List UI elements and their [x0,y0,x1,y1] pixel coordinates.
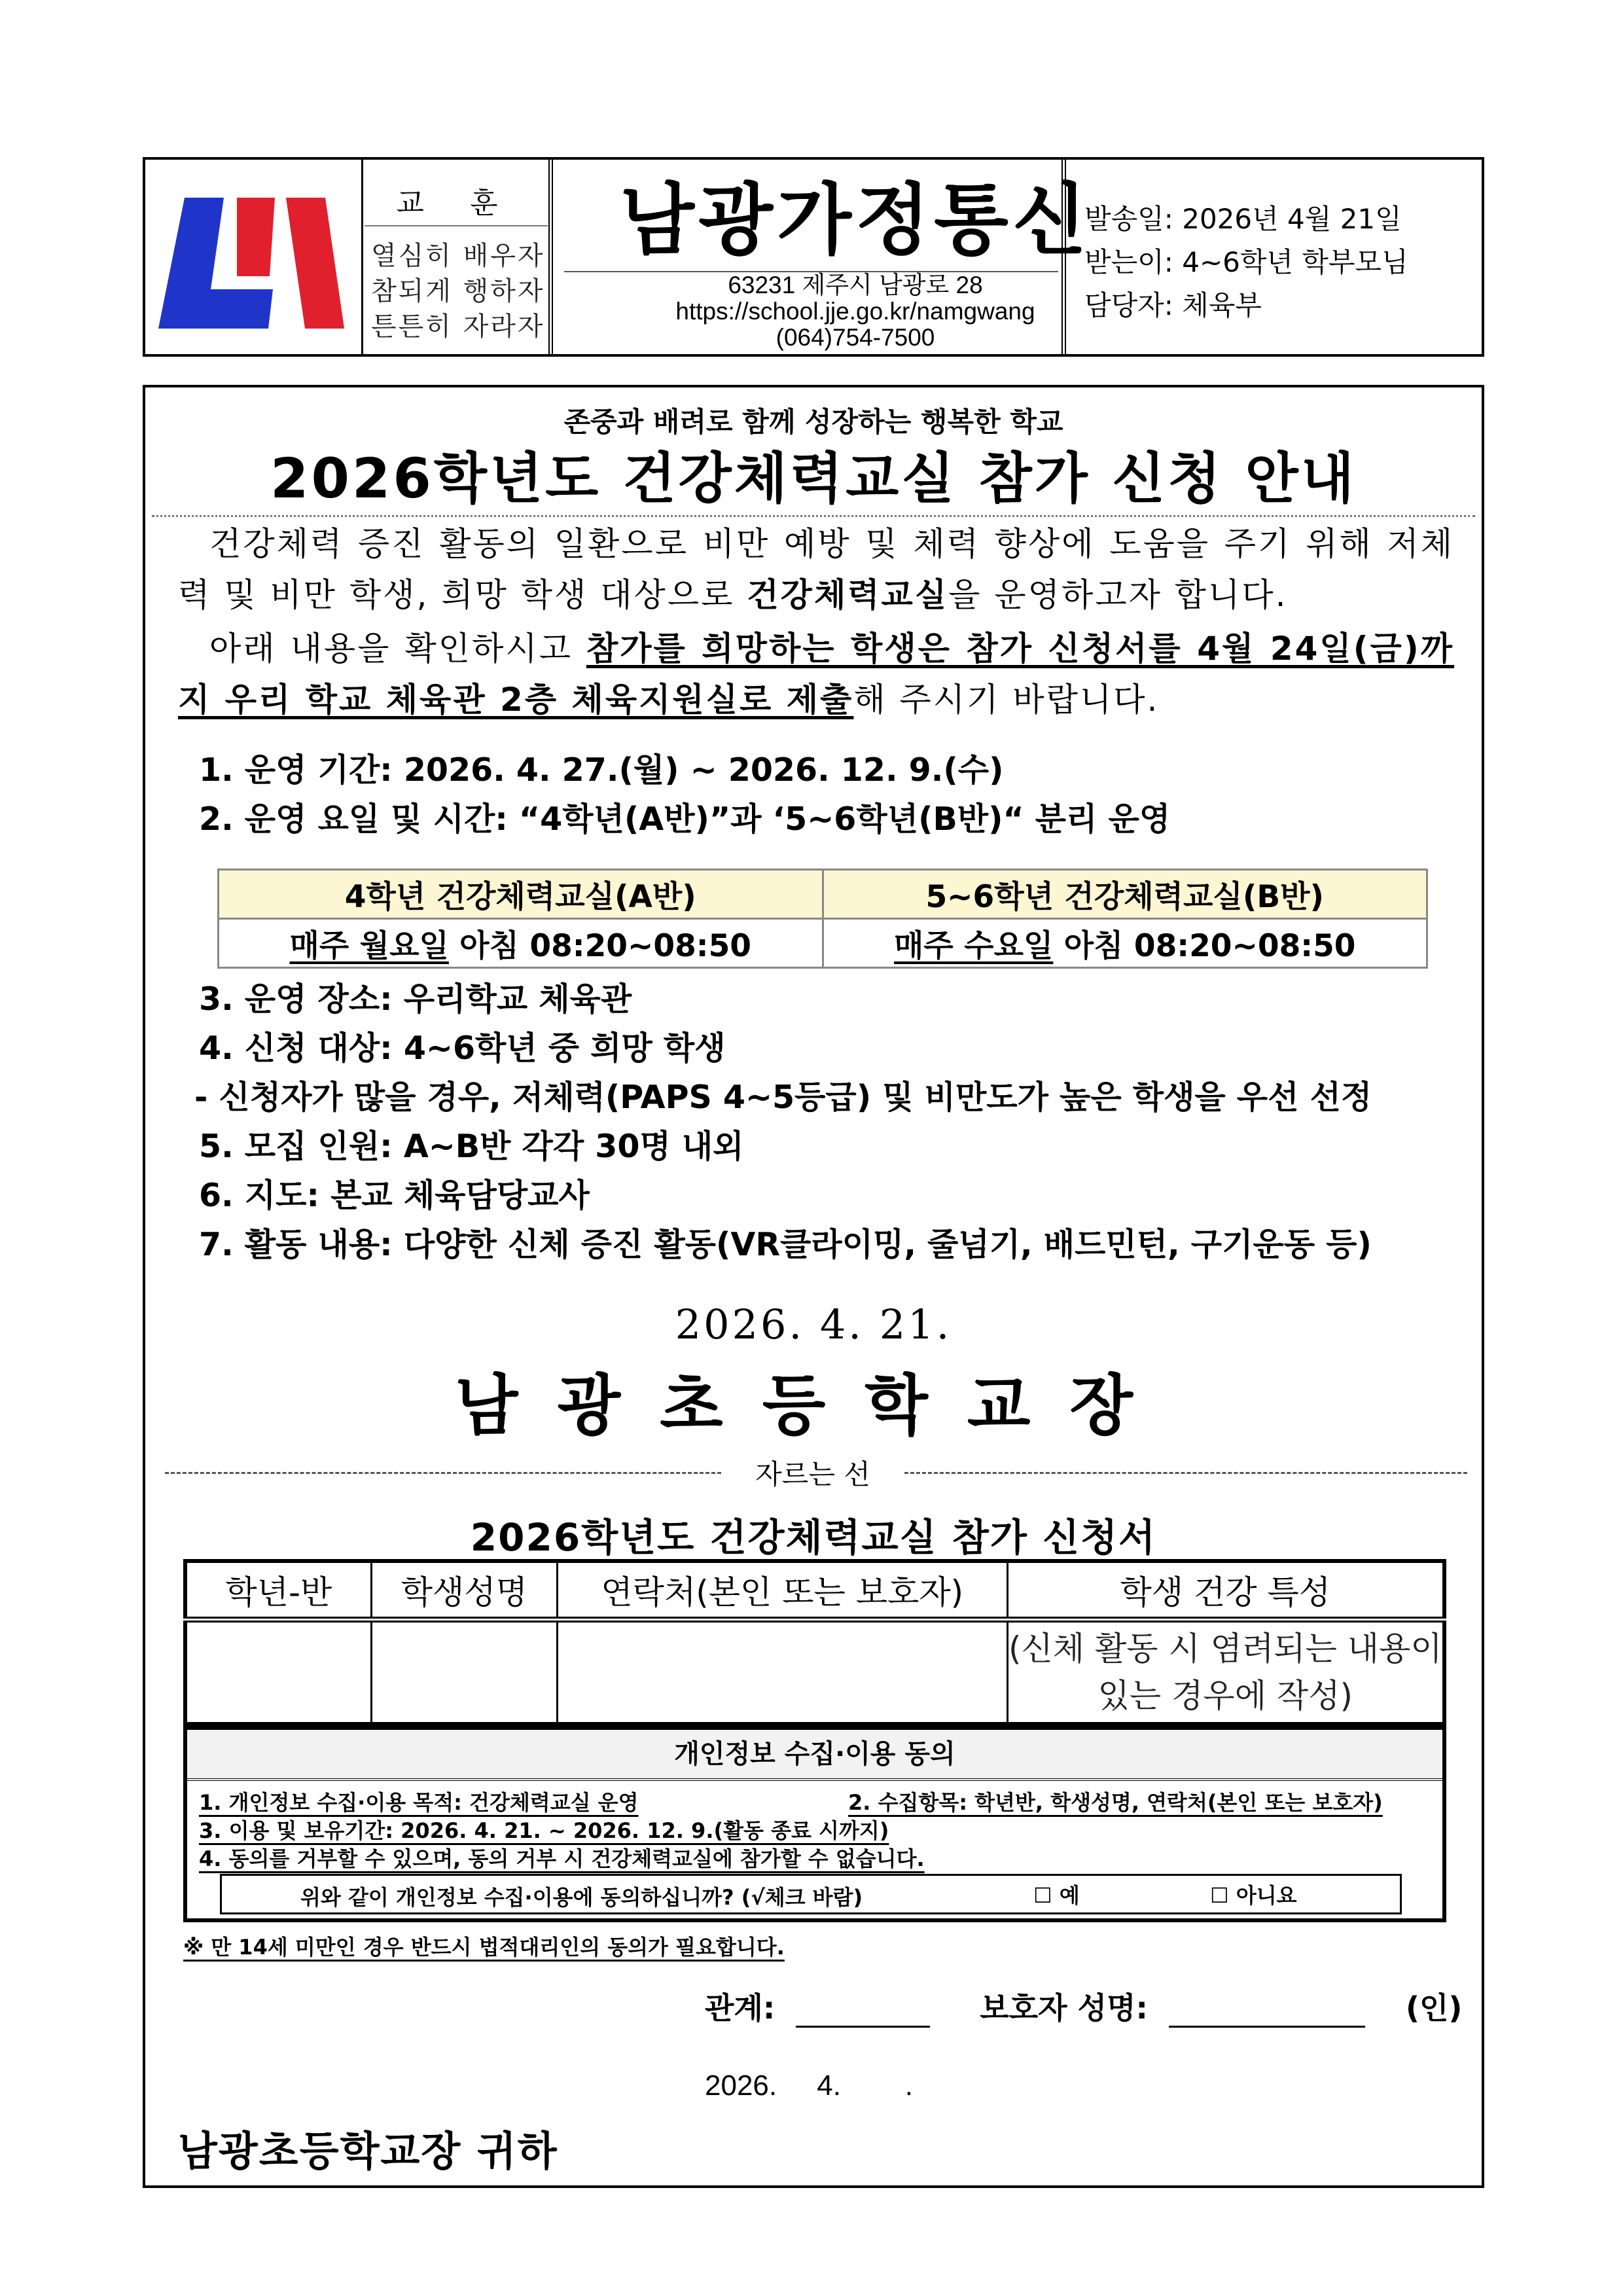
notice-date: 2026. 4. 21. [675,1300,952,1348]
student-name-field[interactable] [371,1620,557,1725]
schedule-header: 5~6학년 건강체력교실(B반) [823,870,1427,919]
info-item: 5. 모집 인원: A~B반 각각 30명 내외 [199,1128,744,1165]
consent-yes-option[interactable]: ☐ 예 [1033,1883,1080,1908]
column-header: 학생성명 [371,1561,557,1620]
motto-line: 튼튼히 자라자 [371,312,545,342]
checkbox-icon[interactable]: ☐ [1210,1883,1229,1908]
issue-date: 발송일: 2026년 4월 21일 [1084,203,1402,235]
privacy-period: 3. 이용 및 보유기간: 2026. 4. 21. ~ 2026. 12. 9.(활동 종료 시까지) [199,1818,889,1843]
privacy-items: 2. 수집항목: 학년반, 학생성명, 연락처(본인 또는 보호자) [848,1790,1383,1815]
homepage-link[interactable]: https://school.jje.go.kr/namgwang [675,298,1035,325]
divider [152,515,1475,517]
cut-line [904,1472,1467,1474]
divider [361,160,363,354]
relation-label: 관계: [705,1990,776,2026]
cut-line [165,1472,721,1474]
seal-mark: (인) [1405,1990,1463,2026]
column-header: 학생 건강 특성 [1007,1561,1444,1620]
application-table [183,1559,1446,1726]
signature-line [705,1984,1462,2028]
column-header: 연락처(본인 또는 보호자) [557,1561,1007,1620]
cut-line-label: 자르는 선 [755,1458,870,1490]
application-header-row [185,1561,1444,1620]
school-logo [158,198,344,329]
info-item: 4. 신청 대상: 4~6학년 중 희망 학생 [199,1030,726,1067]
info-item: 6. 지도: 본교 체육담당교사 [199,1177,590,1214]
info-item: 2. 운영 요일 및 시간: “4학년(A반)”과 ‘5~6학년(B반)“ 분리 운영 [199,800,1171,838]
motto-lines [371,238,554,344]
page-title: 2026학년도 건강체력교실 참가 신청 안내 [270,446,1357,511]
guardian-name-field[interactable] [1169,2000,1365,2028]
school-address [603,272,1107,351]
form-title: 2026학년도 건강체력교실 참가 신청서 [470,1515,1157,1560]
privacy-title: 개인정보 수집·이용 동의 [187,1730,1442,1781]
info-item: 7. 활동 내용: 다양한 신체 증진 활동(VR클라이밍, 줄넘기, 배드민턴, 구기운동 등) [199,1226,1372,1263]
column-header: 학년-반 [185,1561,371,1620]
consent-question: 위와 같이 개인정보 수집·이용에 동의하십니까? (√체크 바람) [300,1885,863,1910]
grade-class-field[interactable] [185,1620,371,1725]
relation-field[interactable] [796,2000,930,2028]
schedule-header-row [219,870,1427,919]
motto-line: 열심히 배우자 [371,241,545,271]
guardian-name-label: 보호자 성명: [980,1990,1148,2026]
intro-paragraph: 건강체력 증진 활동의 일환으로 비만 예방 및 체력 향상에 도움을 주기 위해 저체력 및 비만 학생, 희망 학생 대상으로 건강체력교실을 운영하고자 합니다. [178,525,1454,614]
department: 담당자: 체육부 [1084,289,1262,321]
info-item: 1. 운영 기간: 2026. 4. 27.(월) ~ 2026. 12. 9.(수) [199,751,1004,789]
submission-paragraph: 아래 내용을 확인하시고 참가를 희망하는 학생은 참가 신청서를 4월 24일(금)까지 우리 학교 체육관 2층 체육지원실로 제출해 주시기 바랍니다. [178,630,1454,719]
divider [365,225,548,226]
recipient: 받는이: 4~6학년 학부모님 [1084,246,1408,278]
schedule-header: 4학년 건강체력교실(A반) [219,870,823,919]
addressee: 남광초등학교장 귀하 [178,2127,558,2175]
motto-line: 참되게 행하자 [371,276,545,306]
legal-guardian-note: ※ 만 14세 미만인 경우 반드시 법적대리인의 동의가 필요합니다. [183,1935,785,1960]
newsletter-header [143,157,1484,357]
address-line: 63231 제주시 남광로 28 [728,272,983,298]
newsletter-title: 남광가정통신 [620,175,1091,265]
program-name: 건강체력교실 [747,576,949,614]
consent-question-box [220,1874,1402,1914]
info-item: 3. 운영 장소: 우리학교 체육관 [199,980,632,1018]
schedule-cell: 매주 월요일 아침 08:20~08:50 [219,919,823,968]
sign-date: 2026. 4. . [705,2070,913,2102]
phone-number: (064)754-7500 [776,324,935,351]
motto-title: 교 훈 [396,187,516,220]
consent-no-option[interactable]: ☐ 아니요 [1210,1883,1297,1908]
schedule-cell: 매주 수요일 아침 08:20~08:50 [823,919,1427,968]
health-notes-field[interactable]: (신체 활동 시 염려되는 내용이 있는 경우에 작성) [1007,1620,1444,1725]
privacy-consent-box [183,1726,1446,1922]
schedule-row [219,919,1427,968]
notice-body [143,385,1484,2188]
schedule-table [217,869,1428,969]
school-slogan: 존중과 배려로 함께 성장하는 행복한 학교 [563,406,1063,438]
privacy-refusal: 4. 동의를 거부할 수 있으며, 동의 거부 시 건강체력교실에 참가할 수 없습니다. [199,1846,925,1871]
checkbox-icon[interactable]: ☐ [1033,1883,1052,1908]
privacy-purpose: 1. 개인정보 수집·이용 목적: 건강체력교실 운영 [199,1790,639,1815]
contact-field[interactable] [557,1620,1007,1725]
info-subitem: - 신청자가 많을 경우, 저체력(PAPS 4~5등급) 및 비만도가 높은 학생을 우선 선정 [194,1079,1372,1116]
issue-info [1084,198,1477,327]
submission-deadline: 참가를 희망하는 학생은 참가 신청서를 4월 24일(금)까지 우리 학교 체육관 2층 체육지원실로 제출 [178,630,1454,719]
principal-signature: 남광초등학교장 [454,1367,1173,1444]
application-input-row [185,1620,1444,1725]
